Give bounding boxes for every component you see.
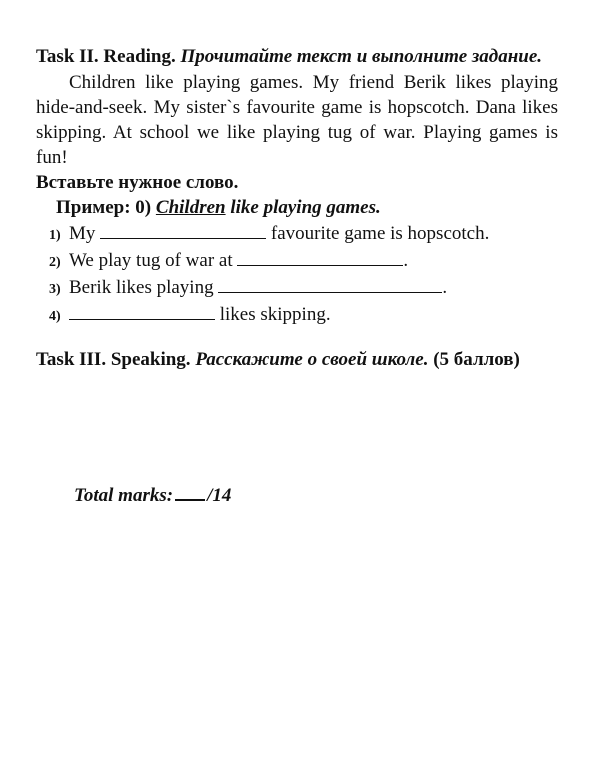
- item-number: 2): [49, 255, 61, 270]
- exercise-item-3: [49, 275, 558, 302]
- item-text-after: .: [403, 250, 409, 271]
- item-text-before: We play tug of war at: [69, 250, 233, 271]
- example-answer: Children: [155, 197, 226, 218]
- exercise-item-2: [49, 248, 558, 275]
- item-text-before: My: [69, 223, 96, 244]
- total-marks-max: /14: [207, 485, 232, 506]
- example-prefix: Пример: 0): [56, 197, 152, 218]
- answer-blank-2[interactable]: [237, 249, 403, 266]
- exercise-item-1: [49, 221, 558, 248]
- item-text-after: favourite game is hopscotch.: [270, 223, 490, 244]
- task3-points: (5 баллов): [433, 349, 520, 370]
- item-text-after: likes skipping.: [219, 304, 331, 325]
- item-number: 1): [49, 228, 61, 243]
- item-text-before: Berik likes playing: [69, 277, 214, 298]
- exercise-list: [49, 221, 558, 329]
- total-marks-label: Total marks:: [74, 485, 174, 506]
- item-number: 4): [49, 309, 61, 324]
- example-sentence: [56, 195, 558, 221]
- item-number: 3): [49, 282, 61, 297]
- task2-heading: [36, 44, 558, 70]
- exercise-item-4: [49, 302, 558, 329]
- answer-blank-1[interactable]: [100, 222, 266, 239]
- task3-instruction: Расскажите о своей школе.: [195, 349, 429, 370]
- total-marks-blank[interactable]: [175, 481, 205, 501]
- task2-title: Task II. Reading.: [36, 46, 176, 67]
- example-rest: like playing games.: [230, 197, 381, 218]
- answer-blank-3[interactable]: [218, 276, 442, 293]
- worksheet-page: [36, 44, 558, 373]
- task2-instruction: Прочитайте текст и выполните задание.: [180, 46, 543, 67]
- total-marks: [74, 481, 231, 509]
- fill-in-instruction: Вставьте нужное слово.: [36, 172, 239, 193]
- task3-title: Task III. Speaking.: [36, 349, 191, 370]
- reading-passage: Children like playing games. My friend Berik likes playing hide-and-seek. My sister`s favourite game is hopscotch. Dana likes skipping. At school we like playing tug of war. Playing games is fun!: [36, 72, 558, 168]
- task3-heading: [36, 347, 558, 373]
- answer-blank-4[interactable]: [69, 303, 215, 320]
- item-text-after: .: [442, 277, 448, 298]
